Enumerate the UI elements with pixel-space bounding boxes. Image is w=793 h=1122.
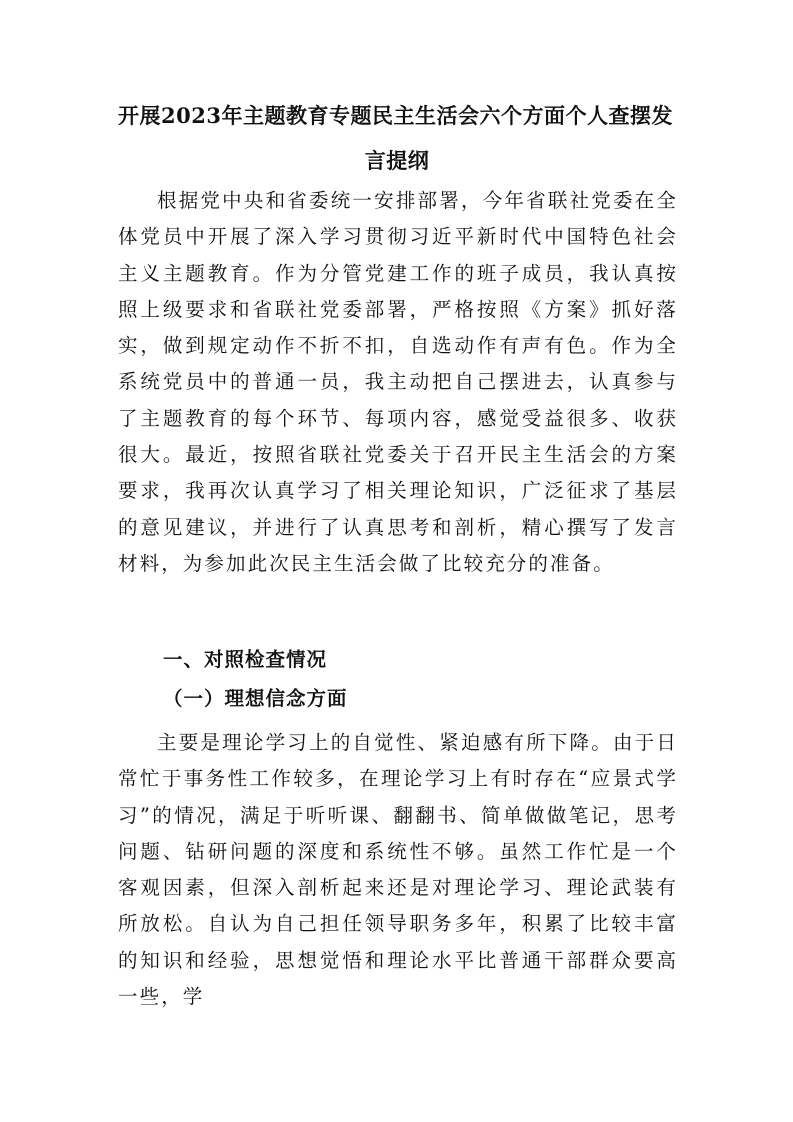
body-paragraph: 主要是理论学习上的自觉性、紧迫感有所下降。由于日常忙于事务性工作较多，在理论学习上有时存在“应景式学习”的情况，满足于听听课、翻翻书、简单做做笔记，思考问题、钻研问题的深度和系统性不够。虽然工作忙是一个客观因素，但深入剖析起来还是对理论学习、理论武装有所放松。自认为自己担任领导职务多年，积累了比较丰富的知识和经验，思想觉悟和理论水平比普通干部群众要高一些，学 bbox=[118, 731, 678, 1009]
intro-paragraph: 根据党中央和省委统一安排部署，今年省联社党委在全体党员中开展了深入学习贯彻习近平新时代中国特色社会主义主题教育。作为分管党建工作的班子成员，我认真按照上级要求和省联社党委部署，严格按照《方案》抓好落实，做到规定动作不折不扣，自选动作有声有色。作为全系统党员中的普通一员，我主动把自己摆进去，认真参与了主题教育的每个环节、每项内容，感觉受益很多、收获很大。最近，按照省联社党委关于召开民主生活会的方案要求，我再次认真学习了相关理论知识，广泛征求了基层的意见建议，并进行了认真思考和剖析，精心撰写了发言材料，为参加此次民主生活会做了比较充分的准备。 bbox=[118, 189, 678, 575]
document-title-line2: 言提纲 bbox=[364, 148, 430, 173]
section-heading-1: 一、对照检查情况 bbox=[163, 648, 328, 671]
document-title-line1: 开展2023年主题教育专题民主生活会六个方面个人查摆发 bbox=[118, 103, 673, 128]
subsection-heading-1: （一）理想信念方面 bbox=[163, 687, 348, 710]
